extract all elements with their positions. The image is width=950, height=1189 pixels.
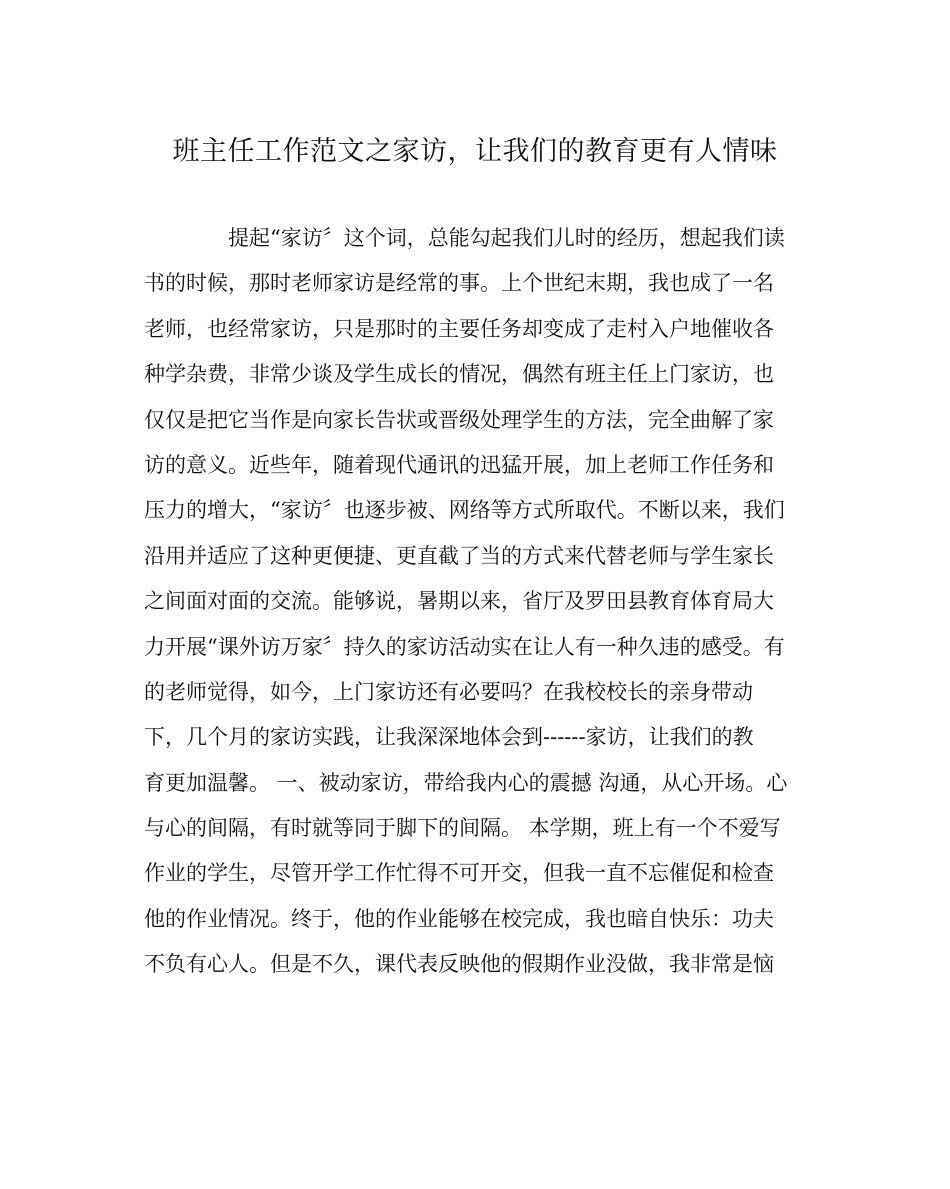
document-title: 班主任工作范文之家访，让我们的教育更有人情味 [172,136,778,167]
body-line: 仅仅是把它当作是向家长告状或晋级处理学生的方法，完全曲解了家 [144,407,774,432]
body-line: 与心的间隔，有时就等同于脚下的间隔。 本学期，班上有一个不爱写 [144,816,781,841]
body-line: 力开展“课外访万家〞持久的家访活动实在让人有一种久违的感受。有 [144,634,785,659]
body-line: 沿用并适应了这种更便捷、更直截了当的方式来代替老师与学生家长 [144,543,774,568]
body-line: 种学杂费，非常少谈及学生成长的情况，偶然有班主任上门家访，也 [144,362,774,387]
body-line: 作业的学生，尽管开学工作忙得不可开交，但我一直不忘催促和检查 [144,861,774,886]
body-line: 书的时候，那时老师家访是经常的事。上个世纪末期，我也成了一名 [144,271,774,296]
body-line: 访的意义。近些年，随着现代通讯的迅猛开展，加上老师工作任务和 [144,452,774,477]
body-line: 育更加温馨。 一、被动家访，带给我内心的震撼 沟通，从心开场。心 [144,770,788,795]
body-line: 他的作业情况。终于，他的作业能够在校完成，我也暗自快乐：功夫 [144,906,774,931]
body-line: 压力的增大，“家访〞也逐步被、网络等方式所取代。不断以来，我们 [144,498,785,523]
body-line: 之间面对面的交流。能够说，暑期以来，省厅及罗田县教育体育局大 [144,589,774,614]
body-line: 不负有心人。但是不久，课代表反映他的假期作业没做，我非常是恼 [144,952,774,977]
body-line: 下，几个月的家访实践，让我深深地体会到------家访，让我们的教 [144,725,754,750]
document-body [144,216,808,988]
body-line: 老师，也经常家访，只是那时的主要任务却变成了走村入户地催收各 [144,316,774,341]
body-line: 的老师觉得，如今，上门家访还有必要吗？在我校校长的亲身带动 [144,679,753,704]
body-line: 提起“家访〞这个词，总能勾起我们儿时的经历，想起我们读 [228,226,785,250]
